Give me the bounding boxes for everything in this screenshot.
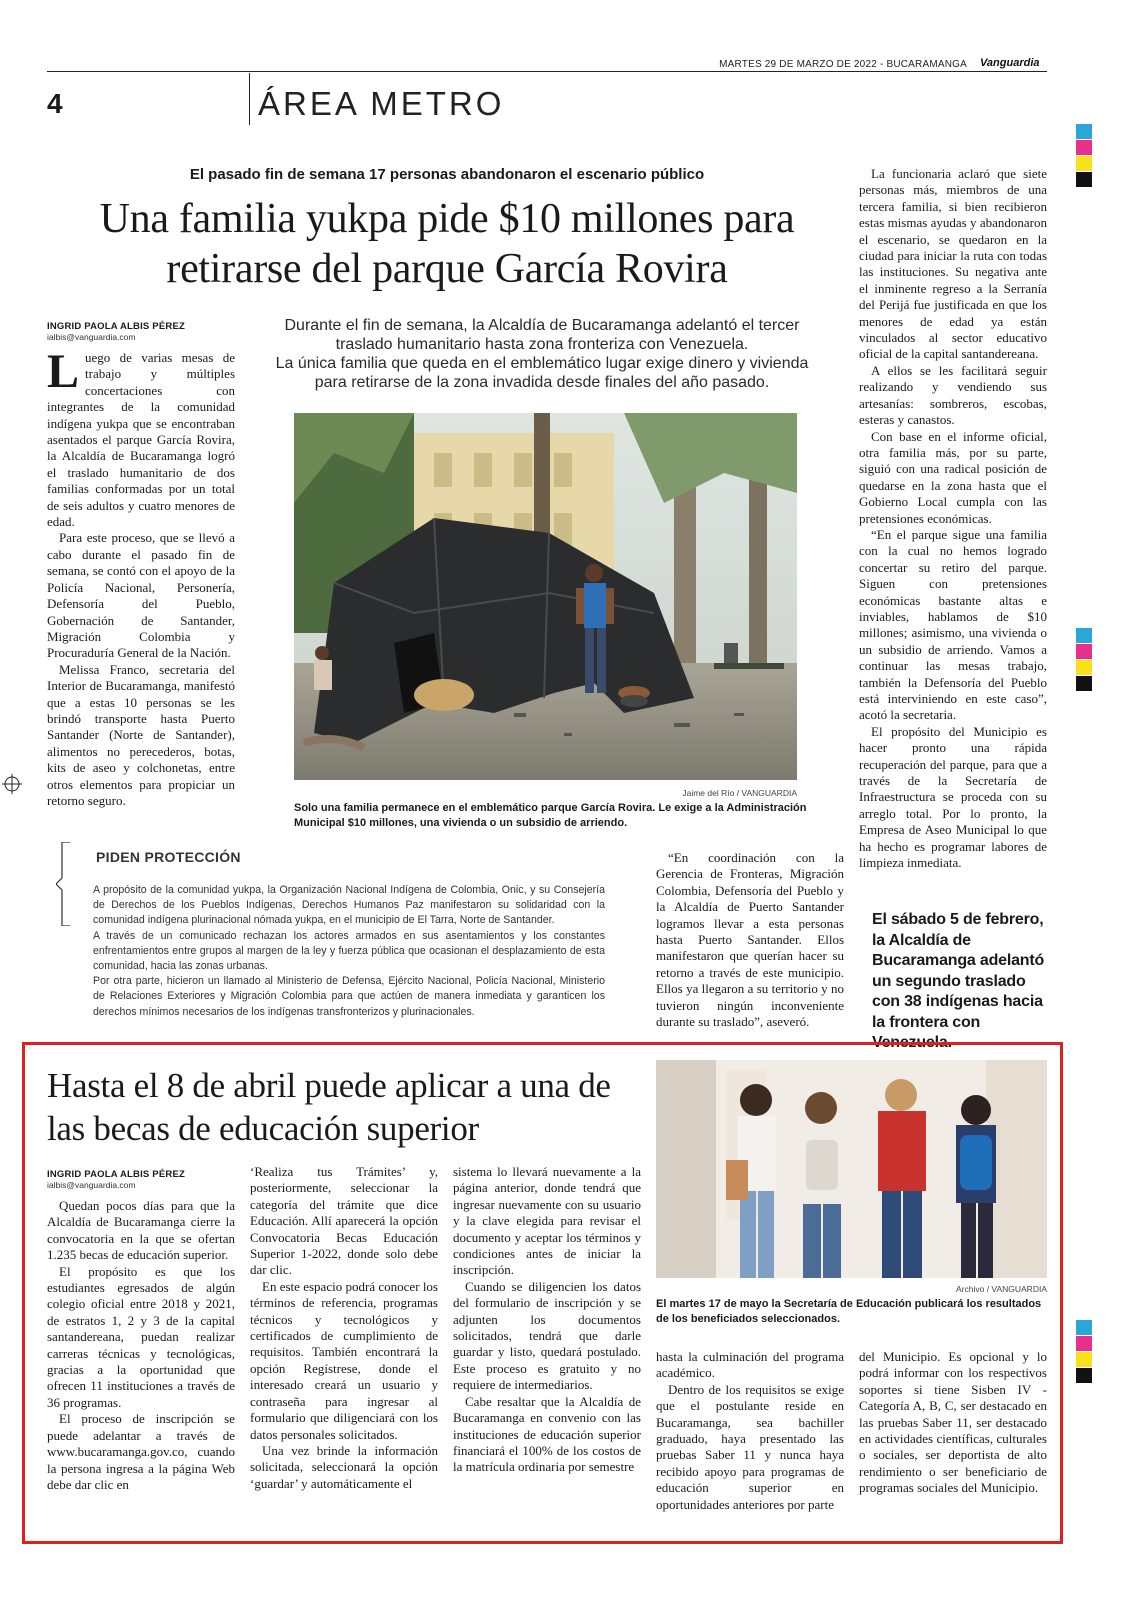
paragraph: A ellos se les facilitará seguir realizando y vendiendo sus artesanías: sombreros, escobas, esteras y canastos. (859, 362, 1047, 428)
color-swatch (1076, 156, 1092, 171)
paragraph: El proceso de inscripción se puede adelantar a través de www.bucaramanga.gov.co, cuando la persona ingresa a la página Web debe dar clic en (47, 1411, 235, 1492)
color-swatch (1076, 1336, 1092, 1351)
photo-caption: El martes 17 de mayo la Secretaría de Educación publicará los resultados de los beneficiados seleccionados. (656, 1298, 1042, 1325)
registration-mark-icon (2, 774, 22, 794)
photo-credit: Archivo / VANGUARDIA (955, 1284, 1047, 1294)
dek-line-2: La única familia que queda en el emblemático lugar exige dinero y vivienda para retirarse de la zona invadida desde finales del año pasado. (275, 355, 809, 391)
paragraph: Para este proceso, que se llevó a cabo durante el pasado fin de semana, se contó con el apoyo de la Policía Nacional, Personería, Defensoría del Pueblo, Gobernación de Santander, Migración Colombia y Procuraduría General de la Nación. (47, 530, 235, 661)
pull-quote: El sábado 5 de febrero, la Alcaldía de Bucaramanga adelantó un segundo traslado con 38 indígenas hacia la frontera con Venezuela. (872, 911, 1045, 1051)
story2-column-5 (859, 1349, 1047, 1497)
color-swatch (1076, 628, 1092, 643)
paragraph: “En coordinación con la Gerencia de Fronteras, Migración Colombia, Defensoría del Pueblo y la Alcaldía de Puerto Santander logramos llevar a esta personas hasta Puerto Santander. Ellos manifestaron que querían hacer su retorno a través de este municipio. Ellos ya llegaron a su territorio y no tuvieron ningún inconveniente durante su traslado”, aseveró. (656, 850, 844, 1030)
story1-column-mid (656, 850, 844, 1030)
color-swatch (1076, 1352, 1092, 1367)
paragraph: Cabe resaltar que la Alcaldía de Bucaramanga en convenio con las instituciones de educación superior financiará el 100% de los costos de la matrícula ordinaria por semestre (453, 1393, 641, 1475)
paragraph: La funcionaria aclaró que siete personas más, miembros de una tercera familia, si bien recibieron estas mismas ayudas y abandonaron el escenario, se quedaron en la ciudad para iniciar la ruta con todas las instituciones. Su negativa ante el inminente regreso a la Serranía del Perijá fue justificada en que los menores de edad ya están vinculados al sector educativo oficial de la capital santandereana. (859, 166, 1047, 362)
paragraph: “En el parque sigue una familia con la cual no hemos logrado concertar su retiro del parque. Siguen con pretensiones económicas bastante altas e inviables, hablamos de $10 millones; asimismo, una vivienda o un subsidio de arriendo. Vamos a continuar las mesas trabajo, también la Defensoría del Pueblo está interviniendo en este caso”, acotó la secretaria. (859, 526, 1047, 723)
paragraph: Por otra parte, hicieron un llamado al Ministerio de Defensa, Ejército Nacional, Policía Nacional, Ministerio de Relaciones Exteriores y Migración Colombia para que actúen de manera inmediata y garanticen los derechos mínimos necesarios de los indígenas transfronterizos y plurinacionales. (93, 975, 605, 1018)
story2-headline: Hasta el 8 de abril puede aplicar a una de las becas de educación superior (47, 1066, 611, 1148)
header-rule (47, 71, 1047, 72)
paragraph: Cuando se diligencien los datos del formulario de inscripción y se adjunten los documentos solicitados, tendrá que darle guardar y listo, quedará postulado. Este proceso es gratuito y no requiere de intermediarios. (453, 1278, 641, 1393)
paragraph: En este espacio podrá conocer los términos de referencia, programas técnicos y tecnológicos y certificados de cumplimiento de requisitos. También encontrará la opción Regístrese, donde el interesado creará un usuario y contraseña para ingresar al formulario que diligenciará con los datos personales solicitados. (250, 1278, 438, 1442)
story1-dek (262, 316, 822, 392)
section-title: ÁREA METRO (258, 85, 505, 122)
byline-email: ialbis@vanguardia.com (47, 332, 136, 342)
header-date: MARTES 29 DE MARZO DE 2022 - BUCARAMANGA (719, 59, 967, 70)
photo-caption: Solo una familia permanece en el emblemático parque García Rovira. Le exige a la Administración Municipal $10 millones, una vivienda o un subsidio de arriendo. (294, 802, 807, 829)
paragraph: A propósito de la comunidad yukpa, la Organización Nacional Indígena de Colombia, Onic, y su Consejería de Derechos de los Pueblos Indígenas, Derechos Humanos Paz manifestaron su solidaridad con la comunidad indígena plurinacional nómada yukpa, en el municipio de El Tarra, Norte de Santander. (93, 884, 605, 927)
story1-column-1 (47, 345, 235, 809)
photo-credit: Jaime del Río / VANGUARDIA (682, 788, 797, 798)
paragraph: uego de varias mesas de trabajo y múltiples concertaciones con integrantes de la comunidad indígena yukpa que se encontraban asentados el parque García Rovira, la Alcaldía de Bucaramanga logró el traslado humanitario de dos familias conformadas por un total de seis adultos y cuatro menores de edad. (47, 350, 235, 530)
color-swatch (1076, 172, 1092, 187)
paragraph: Con base en el informe oficial, otra familia más, por su parte, siguió con una radical posición de quedarse en la zona hasta que el Gobierno Local cumpla con las pretensiones económicas. (859, 428, 1047, 526)
paragraph: Melissa Franco, secretaria del Interior de Bucaramanga, manifestó que a estas 10 personas se les brindó transporte hasta Puerto Santander (Norte de Santander), alimentos no perecederos, botas, kits de aseo y colchonetas, entre otros elementos para propiciar un retorno seguro. (47, 661, 235, 808)
paragraph: Dentro de los requisitos se exige que el postulante reside en Bucaramanga, sea bachiller graduado, haya presentado las pruebas Saber 11 y nunca haya recibido apoyo para programas de educación superior en oportunidades anteriores por parte (656, 1381, 844, 1512)
color-swatch (1076, 660, 1092, 675)
story1-headline: Una familia yukpa pide $10 millones para retirarse del parque García Rovira (99, 196, 795, 292)
story1-byline (47, 321, 185, 342)
paragraph: del Municipio. Es opcional y lo podrá informar con los respectivos soportes si tiene Sisben IV - Categoría A, B, C, ser destacado en las pruebas Saber 11, ser destacado en actividades científicas, culturales o sociales, ser deportista de alto rendimiento o ser beneficiario de programas sociales del Municipio. (859, 1349, 1047, 1496)
page-number: 4 (47, 88, 63, 119)
story2-photo (656, 1060, 1047, 1278)
color-swatch (1076, 676, 1092, 691)
story2-column-2 (250, 1164, 438, 1492)
dek-line-1: Durante el fin de semana, la Alcaldía de Bucaramanga adelantó el tercer traslado humanitario hasta zona fronteriza con Venezuela. (284, 317, 800, 353)
story1-column-right (859, 166, 1047, 871)
paragraph: A través de un comunicado rechazan los actores armados en sus asentamientos y los constantes enfrentamientos entre grupos al margen de la ley y fuerza pública que ocasionan el desplazamiento de esta comunidad, hacia las zonas urbanas. (93, 929, 605, 973)
park-camp-photo (294, 413, 797, 780)
color-swatch (1076, 1320, 1092, 1335)
story2-column-1 (47, 1198, 235, 1493)
paragraph: hasta la culminación del programa académico. (656, 1349, 844, 1381)
paragraph: sistema lo llevará nuevamente a la página anterior, donde tendrá que ingresar nuevamente con su usuario y la clave elegida para revisar el documento y aceptar los términos y condiciones antes de iniciar la inscripción. (453, 1164, 641, 1278)
paragraph: El propósito es que los estudiantes egresados de algún colegio oficial entre 2018 y 2021, de estratos 1, 2 y 3 de la capital santandereana, puedan realizar carreras técnicas y tecnológicas, gracias a la oportunidad que ofrecen 11 instituciones a través de 36 programas. (47, 1263, 235, 1410)
paragraph: El propósito del Municipio es hacer pronto una rápida recuperación del parque, para que a través de la Secretaría de Infraestructura se proceda con su arreglo total. Por lo pronto, la Empresa de Aseo Municipal lo que ha hecho es programar labores de limpieza inmediata. (859, 723, 1047, 871)
header-divider (249, 73, 250, 125)
color-swatch (1076, 1368, 1092, 1383)
paragraph: ‘Realiza tus Trámites’ y, posteriormente, seleccionar la categoría del trámite que dice Educación. Allí aparecerá la opción Convocatoria Becas Educación Superior 1-2022, donde solo debe dar clic. (250, 1164, 438, 1278)
story2-column-4 (656, 1349, 844, 1513)
students-photo (656, 1060, 1047, 1278)
box-title: PIDEN PROTECCIÓN (96, 849, 241, 865)
color-swatch (1076, 124, 1092, 139)
brand-logo: Vanguardia (980, 57, 1040, 69)
color-swatch (1076, 140, 1092, 155)
story1-kicker: El pasado fin de semana 17 personas abandonaron el escenario público (189, 166, 705, 183)
story1-photo (294, 413, 797, 780)
drop-cap: L (47, 345, 80, 398)
byline-email: ialbis@vanguardia.com (47, 1180, 136, 1190)
byline-author: INGRID PAOLA ALBIS PÉREZ (47, 1169, 185, 1180)
byline-author: INGRID PAOLA ALBIS PÉREZ (47, 321, 185, 332)
story2-column-3 (453, 1164, 641, 1476)
story2-byline (47, 1169, 185, 1190)
paragraph: Una vez brinde la información solicitada, seleccionará la opción ‘guardar’ y automáticamente el (250, 1442, 438, 1491)
color-swatch (1076, 644, 1092, 659)
box-body (93, 883, 605, 1020)
paragraph: Quedan pocos días para que la Alcaldía de Bucaramanga cierre la convocatoria en la que se ofertan 1.235 becas de educación superior. (47, 1198, 235, 1263)
box-bracket-icon (56, 842, 78, 926)
